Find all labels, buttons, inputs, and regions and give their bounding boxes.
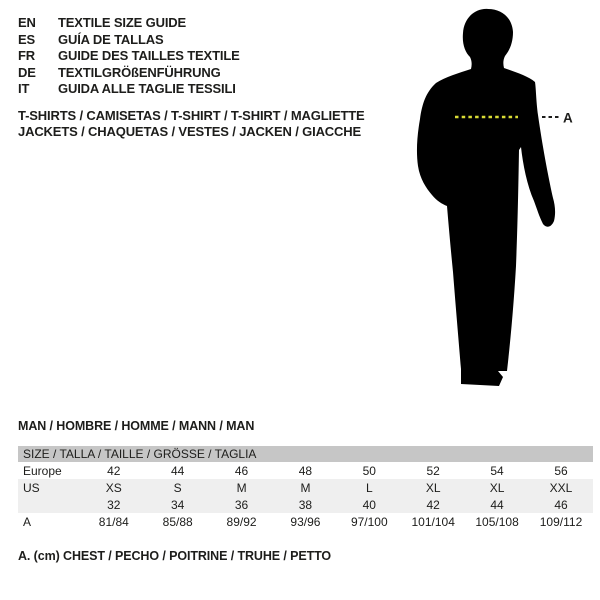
man-silhouette-icon (417, 9, 555, 386)
language-row (18, 65, 240, 82)
size-cell: 46 (554, 497, 568, 512)
size-cell: 101/104 (411, 514, 455, 529)
man-silhouette-figure (393, 4, 583, 396)
size-cell: 109/112 (539, 514, 583, 529)
size-cell: 56 (554, 463, 568, 478)
size-cell: 40 (362, 497, 376, 512)
size-cell: 85/88 (162, 514, 193, 529)
size-cell: 38 (298, 497, 313, 512)
category-list (18, 108, 365, 139)
size-cell: M (236, 480, 247, 495)
size-cell: 44 (490, 497, 504, 512)
language-title: TEXTILGRÖßENFÜHRUNG (58, 64, 221, 80)
language-row (18, 32, 240, 49)
category-line: JACKETS / CHAQUETAS / VESTES / JACKEN / GIACCHE (18, 123, 362, 139)
language-code: EN (18, 15, 36, 30)
size-row-label: Europe (23, 463, 62, 478)
size-cell: M (300, 480, 311, 495)
size-cell: 52 (426, 463, 440, 478)
size-cell: 32 (107, 497, 121, 512)
size-table-row (18, 496, 593, 513)
chest-measure-label: A (563, 110, 573, 126)
size-table-body (18, 462, 593, 530)
size-cell: 46 (234, 463, 249, 478)
language-list (18, 15, 240, 98)
language-title: GUIDE DES TAILLES TEXTILE (58, 48, 240, 64)
category-line: T-SHIRTS / CAMISETAS / T-SHIRT / T-SHIRT / MAGLIETTE (18, 108, 365, 123)
size-table-row (18, 479, 593, 496)
size-table-header-row (18, 446, 593, 462)
language-code: DE (18, 64, 36, 80)
size-table-row (18, 513, 593, 530)
language-row (18, 15, 240, 32)
size-cell: XXL (549, 480, 573, 495)
size-cell: XL (425, 480, 441, 495)
size-cell: 48 (298, 463, 313, 478)
size-cell: 34 (171, 497, 185, 512)
size-table (18, 446, 593, 530)
size-cell: 36 (234, 497, 249, 512)
measure-footnote: A. (cm) CHEST / PECHO / POITRINE / TRUHE / PETTO (18, 549, 332, 563)
size-cell: S (173, 480, 182, 495)
size-row-label: A (23, 514, 32, 529)
size-cell: 105/108 (475, 514, 519, 529)
language-row (18, 81, 240, 98)
size-cell: 50 (362, 463, 376, 478)
language-row (18, 48, 240, 65)
size-cell: 54 (490, 463, 504, 478)
size-cell: 97/100 (350, 514, 388, 529)
size-cell: XL (489, 480, 505, 495)
size-table-header: SIZE / TALLA / TAILLE / GRÖSSE / TAGLIA (18, 446, 593, 462)
size-cell: L (365, 480, 373, 495)
language-code: ES (18, 31, 36, 47)
language-title: GUIDA ALLE TAGLIE TESSILI (58, 81, 236, 97)
language-title: GUÍA DE TALLAS (58, 31, 164, 47)
size-cell: 42 (107, 463, 121, 478)
size-cell: 89/92 (226, 514, 257, 529)
size-cell: XS (105, 480, 122, 495)
size-row-label: US (23, 480, 40, 495)
language-code: FR (18, 48, 36, 64)
size-cell: 81/84 (98, 514, 129, 529)
size-cell: 44 (171, 463, 185, 478)
size-cell: 93/96 (290, 514, 321, 529)
size-table-row (18, 462, 593, 479)
language-code: IT (18, 81, 30, 97)
language-title: TEXTILE SIZE GUIDE (58, 15, 187, 30)
section-title: MAN / HOMBRE / HOMME / MANN / MAN (18, 419, 255, 433)
size-cell: 42 (426, 497, 440, 512)
size-row-label (18, 496, 82, 513)
